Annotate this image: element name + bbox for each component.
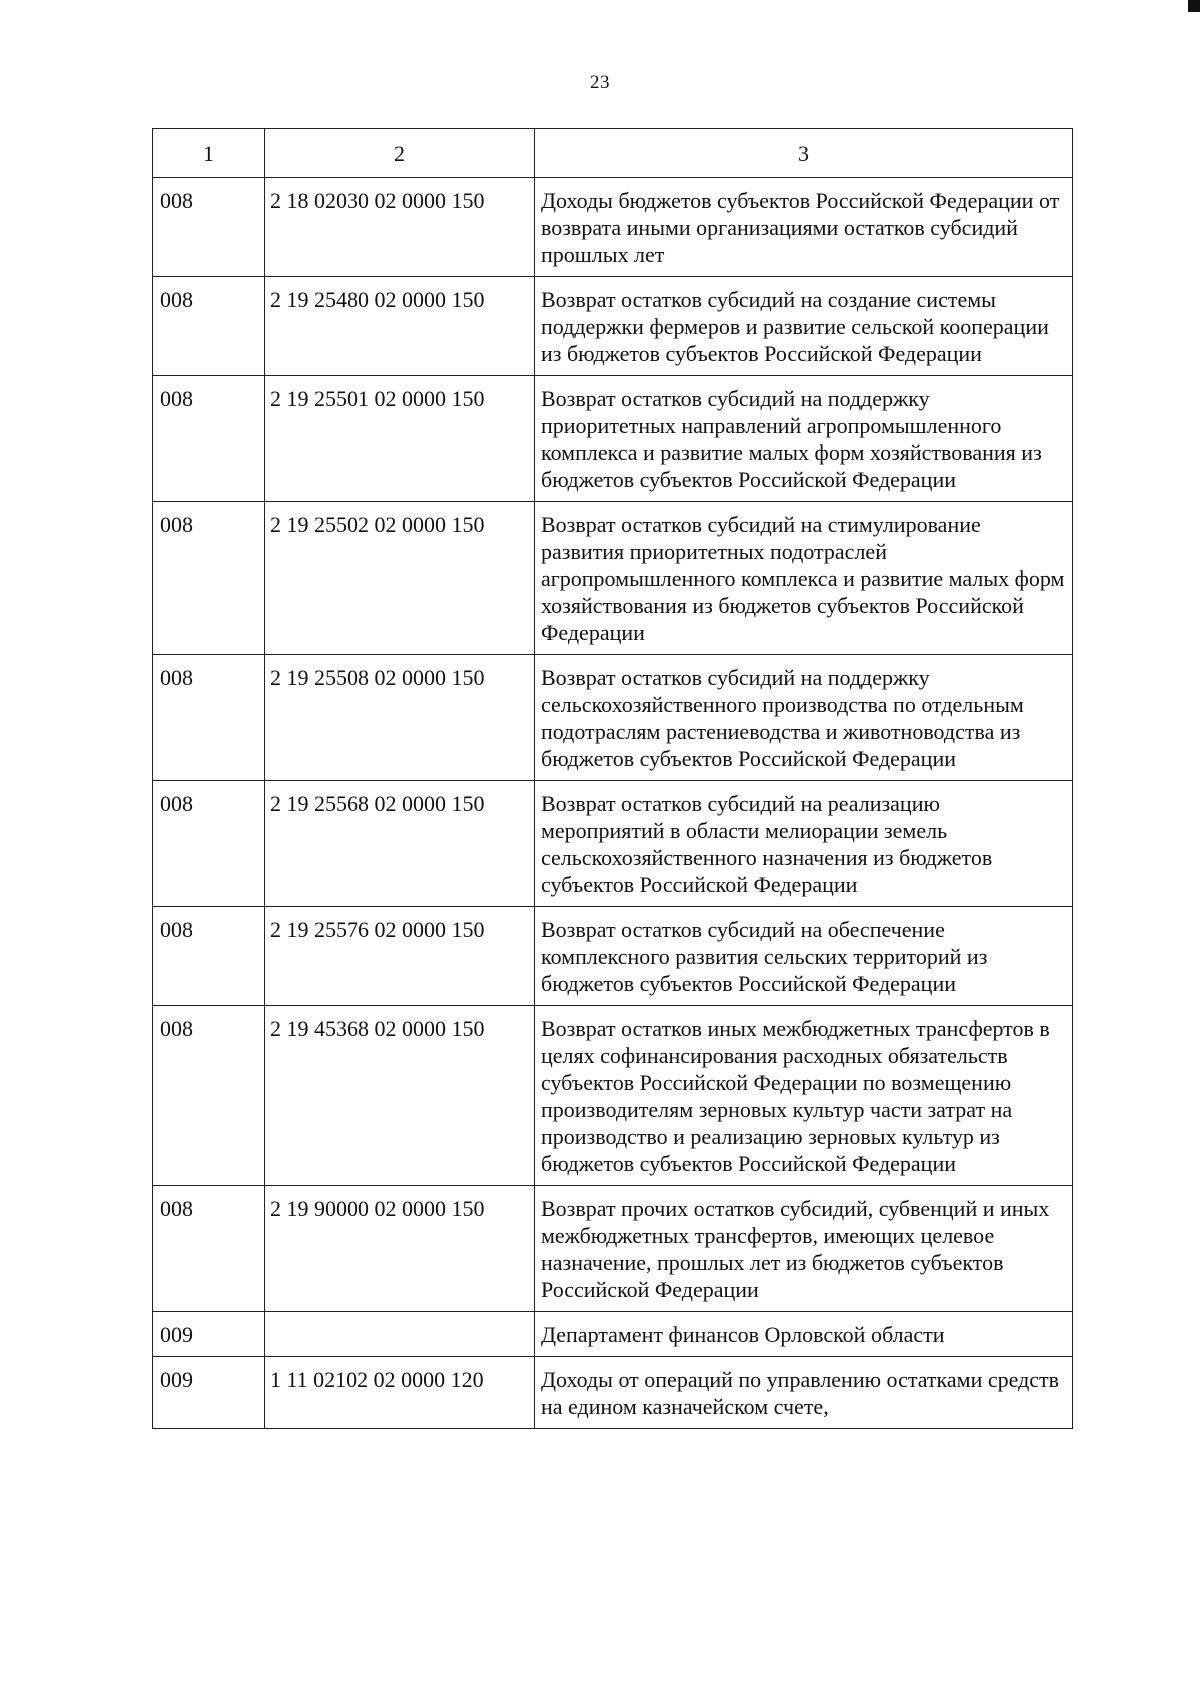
kbk-code-cell: 2 19 25501 02 0000 150 xyxy=(265,376,535,502)
table-row xyxy=(153,502,1073,655)
budget-classification-table xyxy=(152,128,1073,1429)
table-row xyxy=(153,781,1073,907)
admin-code-cell: 008 xyxy=(153,655,265,781)
revenue-name-cell: Департамент финансов Орловской области xyxy=(535,1312,1073,1357)
kbk-code-cell xyxy=(265,1312,535,1357)
table-row xyxy=(153,1357,1073,1429)
revenue-name-cell: Возврат остатков субсидий на создание системы поддержки фермеров и развитие сельской кооперации из бюджетов субъектов Российской Федерации xyxy=(535,277,1073,376)
admin-code-cell: 009 xyxy=(153,1357,265,1429)
admin-code-cell: 009 xyxy=(153,1312,265,1357)
table-row xyxy=(153,178,1073,277)
kbk-code-cell: 2 18 02030 02 0000 150 xyxy=(265,178,535,277)
revenue-name-cell: Возврат остатков субсидий на стимулирование развития приоритетных подотраслей агропромышленного комплекса и развитие малых форм хозяйствования из бюджетов субъектов Российской Федерации xyxy=(535,502,1073,655)
admin-code-cell: 008 xyxy=(153,376,265,502)
revenue-name-cell: Доходы от операций по управлению остатками средств на едином казначейском счете, xyxy=(535,1357,1073,1429)
revenue-name-cell: Возврат остатков иных межбюджетных трансфертов в целях софинансирования расходных обязательств субъектов Российской Федерации по возмещению производителям зерновых культур части затрат на производство и реализацию зерновых культур из бюджетов субъектов Российской Федерации xyxy=(535,1006,1073,1186)
page-number: 23 xyxy=(590,72,610,93)
table-header-row xyxy=(153,129,1073,178)
scan-corner-mark xyxy=(1188,0,1200,12)
kbk-code-cell: 2 19 25480 02 0000 150 xyxy=(265,277,535,376)
admin-code-cell: 008 xyxy=(153,1006,265,1186)
revenue-name-cell: Возврат остатков субсидий на поддержку сельскохозяйственного производства по отдельным подотраслям растениеводства и животноводства из бюджетов субъектов Российской Федерации xyxy=(535,655,1073,781)
table-row xyxy=(153,277,1073,376)
column-header-3: 3 xyxy=(535,129,1073,178)
kbk-code-cell: 2 19 90000 02 0000 150 xyxy=(265,1186,535,1312)
revenue-name-cell: Доходы бюджетов субъектов Российской Федерации от возврата иными организациями остатков субсидий прошлых лет xyxy=(535,178,1073,277)
kbk-code-cell: 2 19 25568 02 0000 150 xyxy=(265,781,535,907)
admin-code-cell: 008 xyxy=(153,907,265,1006)
table-row xyxy=(153,655,1073,781)
revenue-name-cell: Возврат остатков субсидий на поддержку приоритетных направлений агропромышленного комплекса и развитие малых форм хозяйствования из бюджетов субъектов Российской Федерации xyxy=(535,376,1073,502)
kbk-code-cell: 2 19 25576 02 0000 150 xyxy=(265,907,535,1006)
admin-code-cell: 008 xyxy=(153,1186,265,1312)
kbk-code-cell: 2 19 45368 02 0000 150 xyxy=(265,1006,535,1186)
admin-code-cell: 008 xyxy=(153,277,265,376)
column-header-1: 1 xyxy=(153,129,265,178)
kbk-code-cell: 1 11 02102 02 0000 120 xyxy=(265,1357,535,1429)
table-row xyxy=(153,376,1073,502)
table-row xyxy=(153,1186,1073,1312)
table-row xyxy=(153,1006,1073,1186)
admin-code-cell: 008 xyxy=(153,781,265,907)
table-row xyxy=(153,907,1073,1006)
revenue-name-cell: Возврат остатков субсидий на обеспечение комплексного развития сельских территорий из бюджетов субъектов Российской Федерации xyxy=(535,907,1073,1006)
table-row xyxy=(153,1312,1073,1357)
kbk-code-cell: 2 19 25502 02 0000 150 xyxy=(265,502,535,655)
kbk-code-cell: 2 19 25508 02 0000 150 xyxy=(265,655,535,781)
column-header-2: 2 xyxy=(265,129,535,178)
admin-code-cell: 008 xyxy=(153,502,265,655)
admin-code-cell: 008 xyxy=(153,178,265,277)
revenue-name-cell: Возврат прочих остатков субсидий, субвенций и иных межбюджетных трансфертов, имеющих целевое назначение, прошлых лет из бюджетов субъектов Российской Федерации xyxy=(535,1186,1073,1312)
revenue-name-cell: Возврат остатков субсидий на реализацию мероприятий в области мелиорации земель сельскохозяйственного назначения из бюджетов субъектов Российской Федерации xyxy=(535,781,1073,907)
